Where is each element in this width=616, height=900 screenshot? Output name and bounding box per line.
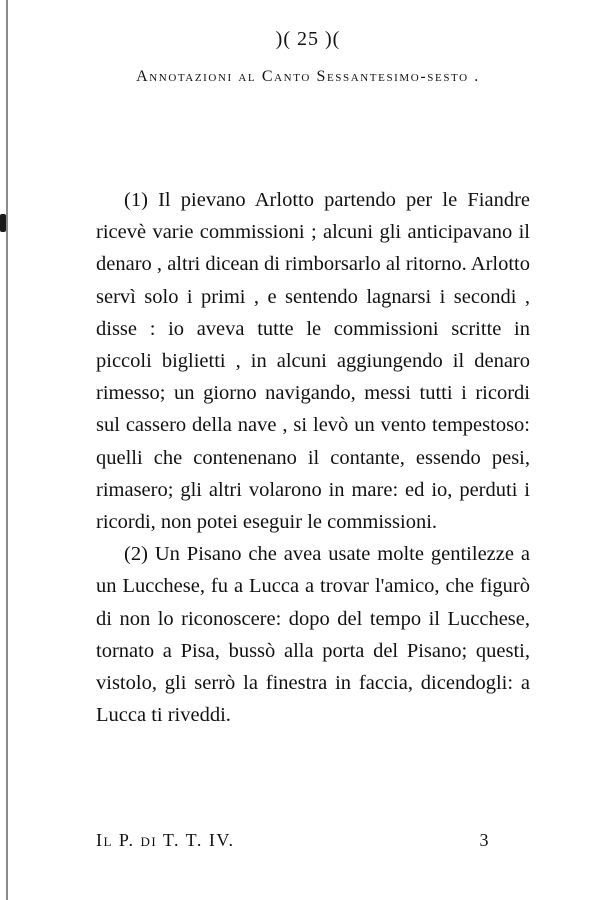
running-head: Annotazioni al Canto Sessantesimo-sesto . (136, 68, 480, 85)
signature-mark: Il P. di T. T. IV. (96, 830, 235, 850)
gutter-mark (0, 214, 6, 232)
page-number-label: )( 25 )( (275, 28, 341, 50)
sheet-number: 3 (479, 830, 490, 850)
annotation-note-1: (1) Il pievano Arlotto partendo per le Fiandre ricevè varie commissioni ; alcuni gli anticipavano il denaro , altri dicean di rimborsarlo al ritorno. Arlotto servì solo i primi , e sentendo lagnarsi i secondi , disse : io aveva tutte le commissioni scritte in piccoli biglietti , in alcuni aggiungendo il denaro rimesso; un giorno navigando, messi tutti i ricordi sul cassero della nave , si levò un vento tempestoso: quelli che contenenano il contante, essendo pesi, rimasero; gli altri volarono in mare: ed io, perduti i ricordi, non potei eseguir le commissioni. (96, 189, 530, 534)
annotations-body (96, 184, 530, 731)
page-gutter-edge (6, 0, 8, 900)
annotation-note-2: (2) Un Pisano che avea usate molte gentilezze a un Lucchese, fu a Lucca a trovar l'amico, che figurò di non lo riconoscere: dopo del tempo il Lucchese, tornato a Pisa, bussò alla porta del Pisano; questi, vistolo, gli serrò la finestra in faccia, dicendogli: a Lucca ti riveddi. (96, 543, 530, 727)
